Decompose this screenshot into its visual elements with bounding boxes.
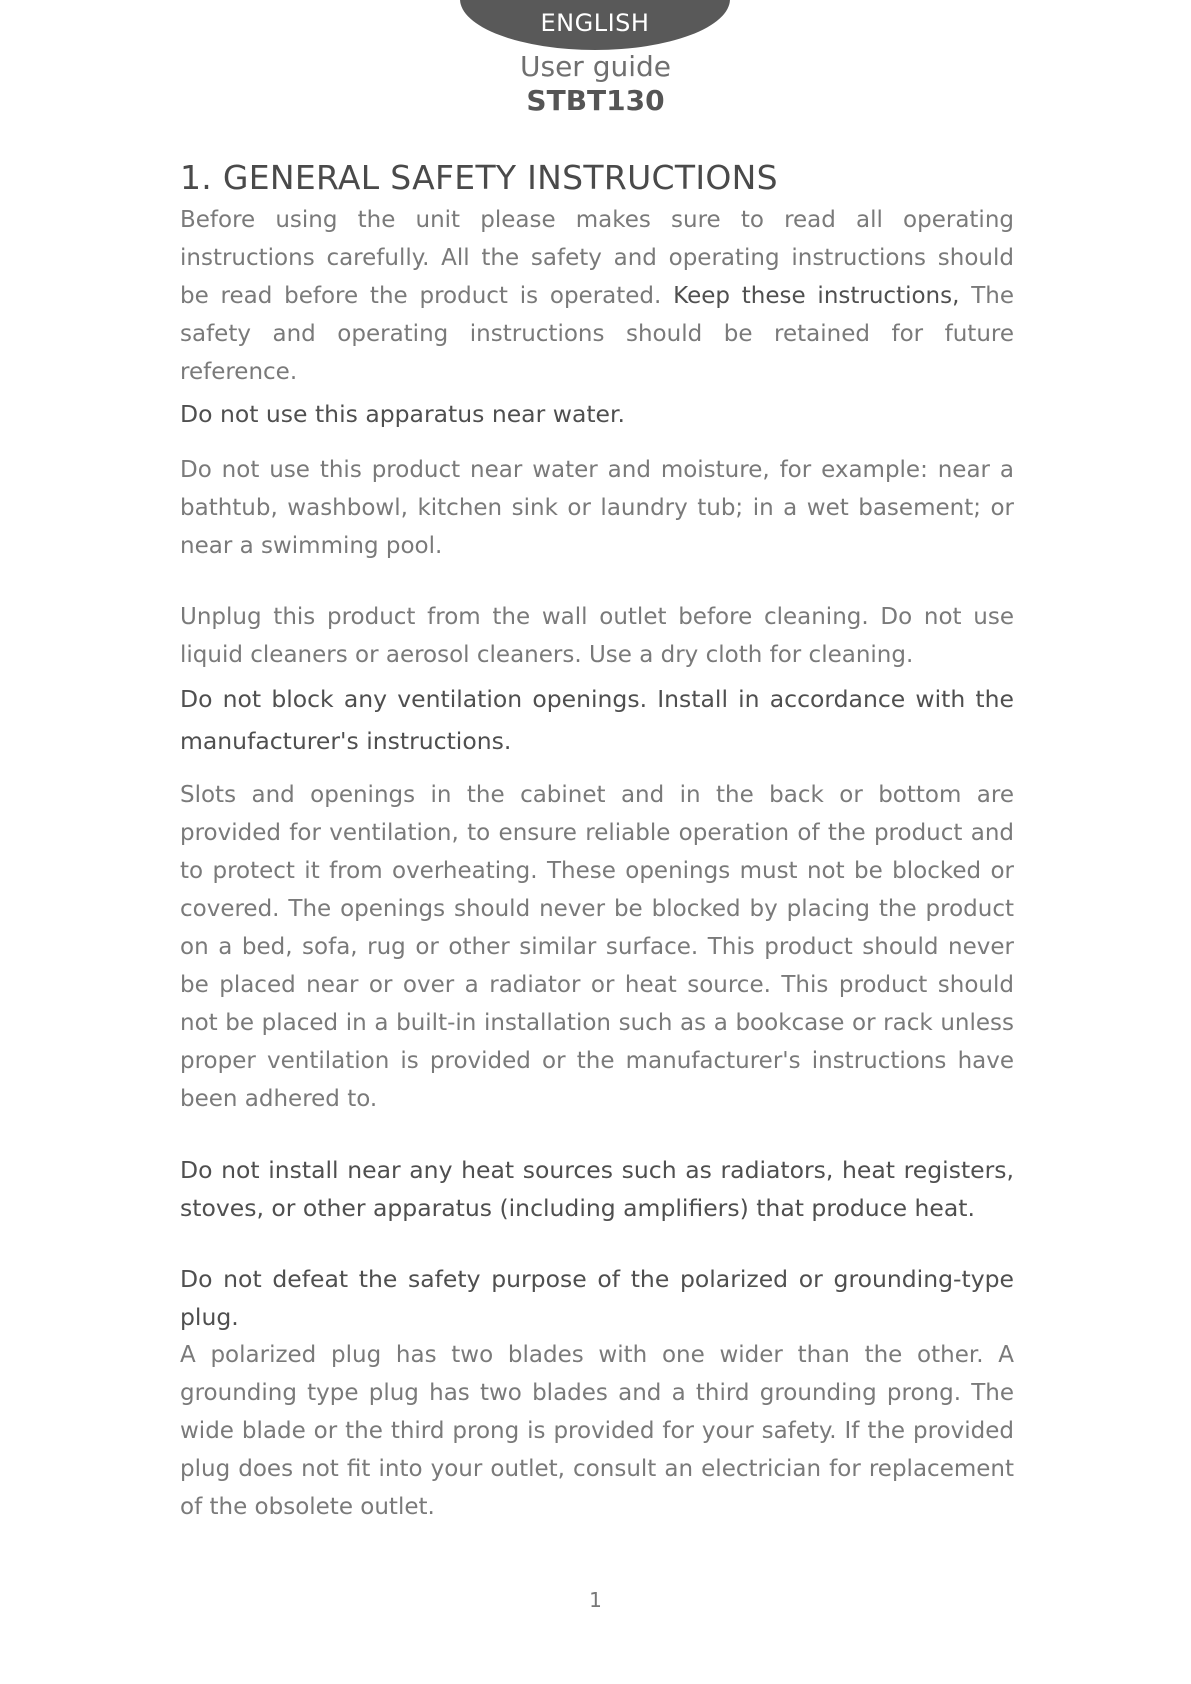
- ventilation-heading: Do not block any ventilation openings. Install in accordance with the manufacturer's instructions.: [180, 685, 1014, 755]
- water-paragraph: Do not use this product near water and moisture, for example: near a bathtub, washbowl, kitchen sink or laundry tub; in a wet basement; or near a swimming pool.: [180, 457, 1014, 559]
- safety-section: [180, 158, 1014, 1526]
- intro-emphasis: Keep these instructions,: [673, 283, 960, 309]
- model-number: STBT130: [526, 84, 665, 117]
- water-heading: Do not use this apparatus near water.: [180, 400, 625, 428]
- plug-heading: Do not defeat the safety purpose of the polarized or grounding-type plug.: [180, 1265, 1014, 1331]
- document-type: User guide: [519, 50, 672, 83]
- cleaning-paragraph: Unplug this product from the wall outlet before cleaning. Do not use liquid cleaners or aerosol cleaners. Use a dry cloth for cleaning.: [180, 604, 1014, 668]
- plug-paragraph: A polarized plug has two blades with one wider than the other. A grounding type plug has two blades and a third grounding prong. The wide blade or the third prong is provided for your safety. If the provided plug does not fit into your outlet, consult an electrician for replacement of the obsolete outlet.: [180, 1342, 1014, 1520]
- intro-text-2: The safety and operating instructions should be retained for future reference.: [180, 283, 1015, 385]
- heat-heading: Do not install near any heat sources such as radiators, heat registers, stoves, or other apparatus (including amplifiers) that produce heat.: [180, 1156, 1014, 1222]
- section-title: 1. GENERAL SAFETY INSTRUCTIONS: [180, 158, 778, 197]
- intro-text-1: Before using the unit please makes sure to read all operating instructions carefully. All the safety and operating instructions should be read before the product is operated.: [180, 207, 1014, 309]
- language-label: ENGLISH: [540, 9, 650, 37]
- ventilation-paragraph: Slots and openings in the cabinet and in the back or bottom are provided for ventilation, to ensure reliable operation of the product and to protect it from overheating. These openings must not be blocked or covered. The openings should never be blocked by placing the product on a bed, sofa, rug or other similar surface. This product should never be placed near or over a radiator or heat source. This product should not be placed in a built-in installation such as a bookcase or rack unless proper ventilation is provided or the manufacturer's instructions have been adhered to.: [180, 782, 1014, 1112]
- page-number: 1: [589, 1588, 602, 1612]
- intro-paragraph: [180, 201, 1014, 391]
